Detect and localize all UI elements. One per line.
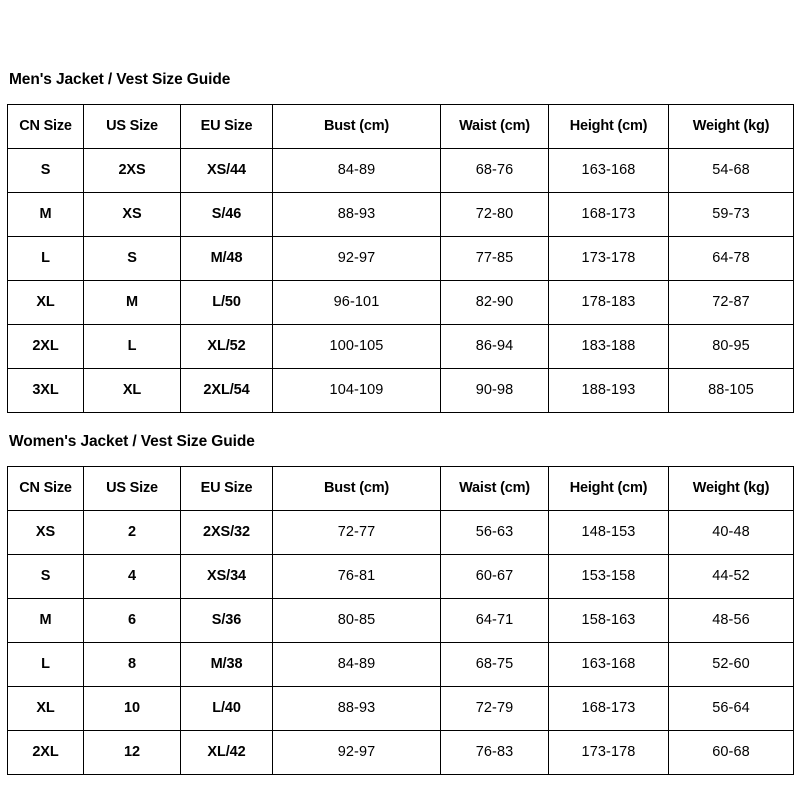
cell-eu-size: 2XS/32: [181, 510, 273, 554]
cell-waist: 77-85: [441, 236, 549, 280]
cell-cn-size: XS: [8, 510, 84, 554]
cell-waist: 68-76: [441, 148, 549, 192]
cell-weight: 56-64: [669, 686, 794, 730]
cell-us-size: 4: [84, 554, 181, 598]
table-row: [8, 642, 794, 686]
cell-bust: 84-89: [273, 148, 441, 192]
column-header-cn-size: CN Size: [8, 466, 84, 510]
cell-us-size: 6: [84, 598, 181, 642]
cell-weight: 88-105: [669, 368, 794, 412]
column-header-bust: Bust (cm): [273, 466, 441, 510]
womens-table-head: [8, 466, 794, 510]
table-row: [8, 280, 794, 324]
column-header-bust: Bust (cm): [273, 104, 441, 148]
cell-bust: 84-89: [273, 642, 441, 686]
column-header-eu-size: EU Size: [181, 104, 273, 148]
cell-eu-size: XL/52: [181, 324, 273, 368]
column-header-cn-size: CN Size: [8, 104, 84, 148]
cell-eu-size: 2XL/54: [181, 368, 273, 412]
table-row: [8, 686, 794, 730]
cell-bust: 104-109: [273, 368, 441, 412]
mens-table-wrapper: [0, 104, 800, 413]
cell-weight: 72-87: [669, 280, 794, 324]
table-row: [8, 192, 794, 236]
cell-height: 163-168: [549, 148, 669, 192]
cell-us-size: 10: [84, 686, 181, 730]
cell-bust: 96-101: [273, 280, 441, 324]
cell-bust: 72-77: [273, 510, 441, 554]
cell-cn-size: 2XL: [8, 324, 84, 368]
cell-waist: 72-80: [441, 192, 549, 236]
cell-us-size: XL: [84, 368, 181, 412]
womens-table-wrapper: [0, 466, 800, 775]
cell-weight: 59-73: [669, 192, 794, 236]
cell-cn-size: S: [8, 148, 84, 192]
column-header-us-size: US Size: [84, 104, 181, 148]
mens-size-table: [7, 104, 794, 413]
cell-height: 173-178: [549, 730, 669, 774]
cell-us-size: 2XS: [84, 148, 181, 192]
mens-size-guide-title: Men's Jacket / Vest Size Guide: [9, 70, 231, 88]
womens-size-guide-section: [0, 418, 800, 775]
cell-us-size: S: [84, 236, 181, 280]
cell-waist: 56-63: [441, 510, 549, 554]
cell-cn-size: L: [8, 642, 84, 686]
cell-height: 153-158: [549, 554, 669, 598]
cell-height: 163-168: [549, 642, 669, 686]
cell-cn-size: 3XL: [8, 368, 84, 412]
cell-weight: 60-68: [669, 730, 794, 774]
cell-cn-size: S: [8, 554, 84, 598]
cell-cn-size: 2XL: [8, 730, 84, 774]
cell-height: 173-178: [549, 236, 669, 280]
cell-waist: 68-75: [441, 642, 549, 686]
cell-weight: 48-56: [669, 598, 794, 642]
cell-eu-size: XS/34: [181, 554, 273, 598]
cell-us-size: XS: [84, 192, 181, 236]
table-row: [8, 730, 794, 774]
cell-bust: 76-81: [273, 554, 441, 598]
cell-bust: 92-97: [273, 236, 441, 280]
cell-cn-size: M: [8, 192, 84, 236]
cell-height: 148-153: [549, 510, 669, 554]
table-row: [8, 148, 794, 192]
column-header-waist: Waist (cm): [441, 104, 549, 148]
cell-cn-size: XL: [8, 280, 84, 324]
cell-us-size: L: [84, 324, 181, 368]
column-header-eu-size: EU Size: [181, 466, 273, 510]
cell-waist: 76-83: [441, 730, 549, 774]
cell-weight: 44-52: [669, 554, 794, 598]
cell-height: 168-173: [549, 686, 669, 730]
cell-eu-size: S/46: [181, 192, 273, 236]
cell-waist: 82-90: [441, 280, 549, 324]
cell-us-size: 8: [84, 642, 181, 686]
table-row: [8, 510, 794, 554]
cell-height: 178-183: [549, 280, 669, 324]
cell-bust: 88-93: [273, 686, 441, 730]
cell-height: 188-193: [549, 368, 669, 412]
column-header-weight: Weight (kg): [669, 104, 794, 148]
womens-size-table: [7, 466, 794, 775]
cell-bust: 100-105: [273, 324, 441, 368]
table-row: [8, 598, 794, 642]
womens-table-body: [8, 510, 794, 774]
table-row: [8, 236, 794, 280]
cell-cn-size: XL: [8, 686, 84, 730]
mens-table-body: [8, 148, 794, 412]
cell-weight: 64-78: [669, 236, 794, 280]
mens-table-head: [8, 104, 794, 148]
column-header-us-size: US Size: [84, 466, 181, 510]
cell-eu-size: S/36: [181, 598, 273, 642]
cell-waist: 72-79: [441, 686, 549, 730]
cell-waist: 90-98: [441, 368, 549, 412]
cell-bust: 92-97: [273, 730, 441, 774]
cell-weight: 40-48: [669, 510, 794, 554]
mens-size-guide-section: [0, 56, 800, 413]
cell-waist: 64-71: [441, 598, 549, 642]
cell-us-size: 2: [84, 510, 181, 554]
cell-cn-size: L: [8, 236, 84, 280]
cell-eu-size: L/50: [181, 280, 273, 324]
cell-us-size: 12: [84, 730, 181, 774]
table-header-row: [8, 466, 794, 510]
cell-weight: 52-60: [669, 642, 794, 686]
cell-bust: 88-93: [273, 192, 441, 236]
table-header-row: [8, 104, 794, 148]
womens-size-guide-title: Women's Jacket / Vest Size Guide: [9, 432, 255, 450]
cell-eu-size: XL/42: [181, 730, 273, 774]
cell-weight: 80-95: [669, 324, 794, 368]
column-header-weight: Weight (kg): [669, 466, 794, 510]
cell-weight: 54-68: [669, 148, 794, 192]
table-row: [8, 324, 794, 368]
column-header-height: Height (cm): [549, 104, 669, 148]
cell-height: 158-163: [549, 598, 669, 642]
cell-eu-size: XS/44: [181, 148, 273, 192]
cell-waist: 86-94: [441, 324, 549, 368]
cell-eu-size: L/40: [181, 686, 273, 730]
cell-height: 168-173: [549, 192, 669, 236]
cell-waist: 60-67: [441, 554, 549, 598]
cell-us-size: M: [84, 280, 181, 324]
cell-bust: 80-85: [273, 598, 441, 642]
table-row: [8, 554, 794, 598]
cell-height: 183-188: [549, 324, 669, 368]
cell-eu-size: M/38: [181, 642, 273, 686]
cell-cn-size: M: [8, 598, 84, 642]
column-header-height: Height (cm): [549, 466, 669, 510]
cell-eu-size: M/48: [181, 236, 273, 280]
column-header-waist: Waist (cm): [441, 466, 549, 510]
table-row: [8, 368, 794, 412]
